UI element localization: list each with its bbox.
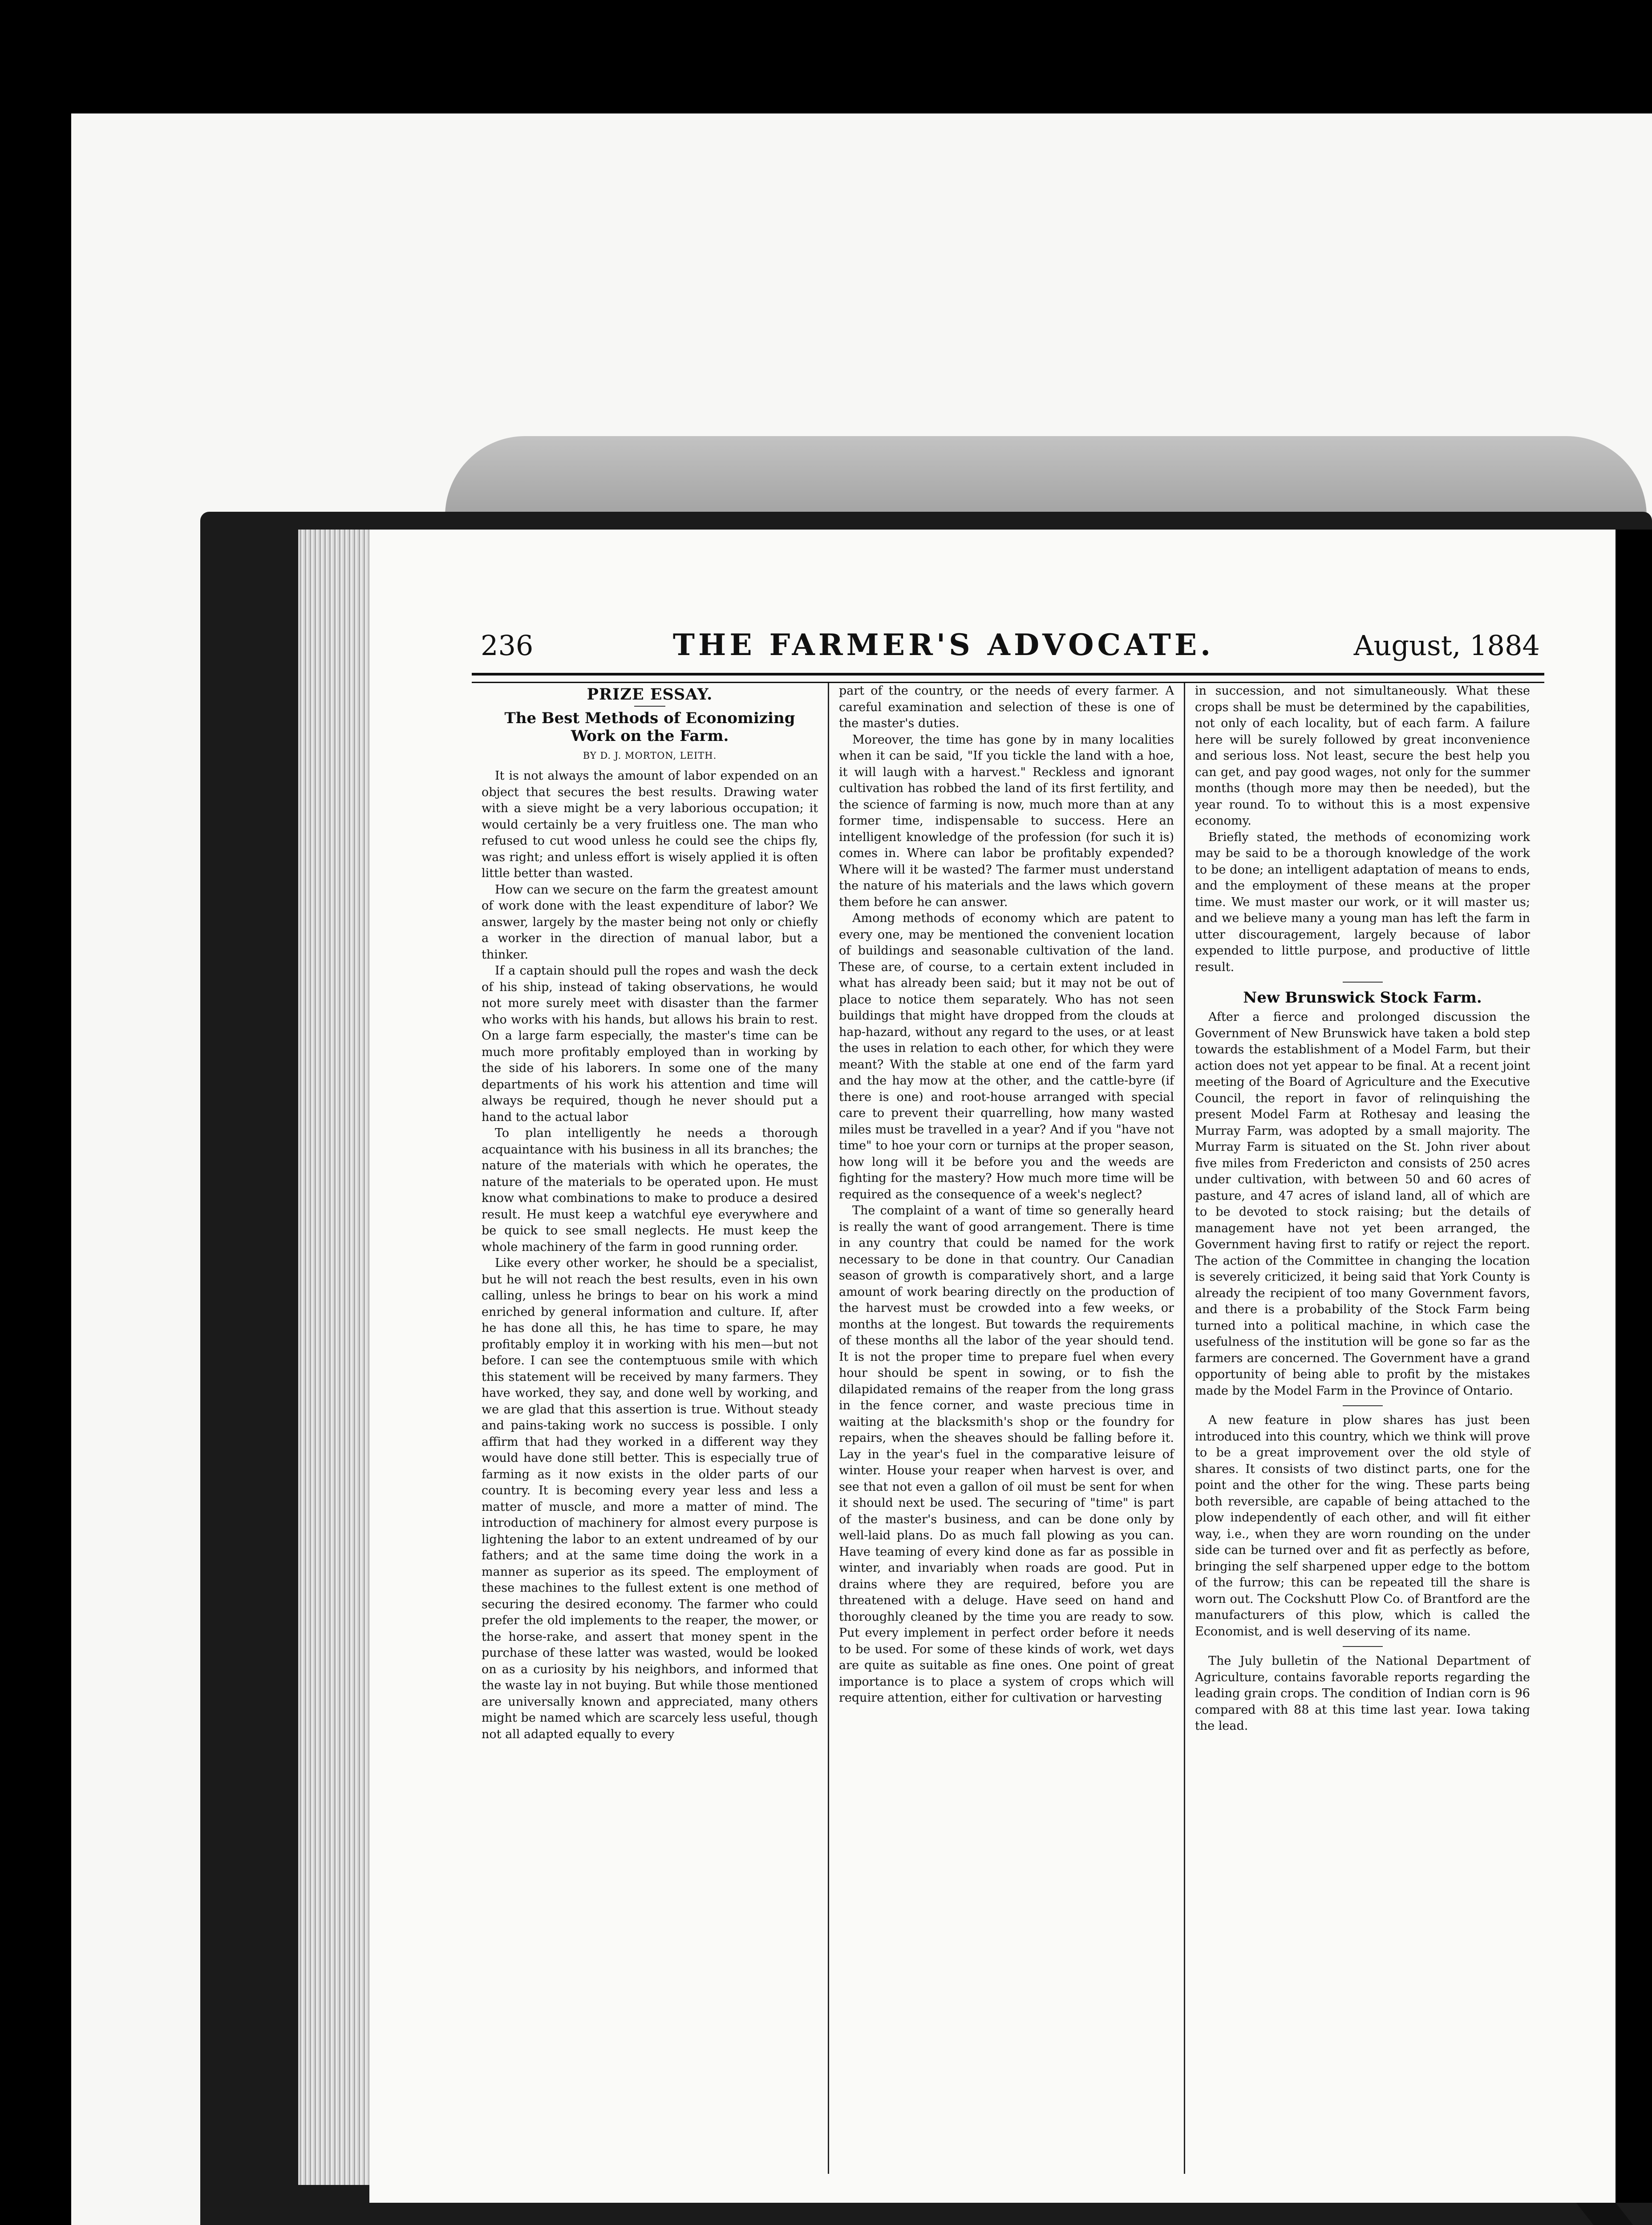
article-kicker: PRIZE ESSAY. [587, 685, 713, 704]
divider [1343, 1646, 1383, 1647]
paragraph: Like every other worker, he should be a specialist, but he will not reach the best results, even in his own calling, unless he brings to bear on his work a mind enriched by general information and culture. If, after he has done all this, he has time to spare, he may profitably employ it in working with his men—but not before. I can see the contemptuous smile with which this statement will be received by many farmers. They have worked, they say, and done well by working, and we are glad that this assertion is true. Without steady and pains-taking work no success is possible. I only affirm that had they worked in a different way they would have done still better. This is especially true of farming as it now exists in the older parts of our country. It is becoming every year less and less a matter of muscle, and more a matter of mind. The introduction of machinery for almost every purpose is lightening the labor to an extent undreamed of by our fathers; and at the same time doing the work in a manner as superior as its speed. The employment of these machines to the fullest extent is one method of securing the desired economy. The farmer who could prefer the old implements to the reaper, the mower, or the horse-rake, and assert that money spent in the purchase of these latter was wasted, would be looked on as a curiosity by his neighbors, and informed that the waste lay in not buying. But while those mentioned are universally known and appreciated, many others might be named which are scarcely less useful, though not all adapted equally to every [482, 1256, 818, 1741]
paragraph: A new feature in plow shares has just been introduced into this country, which we think will prove to be a great improvement over the old style of shares. It consists of two distinct parts, one for the point and the other for the wing. These parts being both reversible, are capable of being attached to the plow independently of each other, and will fit either way, i.e., when they are worn rounding on the under side can be turned over and fit as perfectly as before, bringing the self sharpened upper edge to the bottom of the furrow; this can be repeated till the share is worn out. The Cockshutt Plow Co. of Brantford are the manufacturers of this plow, which is called the Economist, and is well deserving of its name. [1195, 1413, 1530, 1638]
page-right-edge [1616, 530, 1652, 2203]
paper-title: THE FARMER'S ADVOCATE. [672, 627, 1215, 662]
paragraph: in succession, and not simultaneously. What these crops shall be must be determined by the capabilities, not only of each locality, but of each farm. A failure here will be surely followed by great inconvenience and serious loss. Not least, secure the best help you can get, and pay good wages, not only for the summer months (though more may then be needed), but the year round. To to without this is a most expensive economy. [1195, 684, 1530, 828]
paragraph: Among methods of economy which are patent to every one, may be mentioned the convenient location of buildings and seasonable cultivation of the land. These are, of course, to a certain extent included in what has already been said; but it may not be out of place to notice them separately. Who has not seen buildings that might have dropped from the clouds at hap-hazard, without any regard to the uses, or at least the uses in relation to each other, for which they were meant? With the stable at one end of the farm yard and the hay mow at the other, and the cattle-byre (if there is one) and root-house arranged with special care to prevent their quarrelling, how many wasted miles must be travelled in a year? And if you "have not time" to hoe your corn or turnips at the proper season, how long will it be before you and the weeds are fighting for the mastery? How much more time will be required as the consequence of a week's neglect? [839, 911, 1174, 1202]
masthead-rule [472, 673, 1544, 683]
scan-top-border [0, 0, 1652, 113]
paragraph: How can we secure on the farm the greatest amount of work done with the least expenditure of labor? We answer, largely by the master being not only or chiefly a worker in the direction of manual labor, but a thinker. [482, 882, 818, 962]
paragraph: If a captain should pull the ropes and wash the deck of his ship, instead of taking observations, he would not more surely meet with disaster than the farmer who works with his hands, but allows his brain to rest. On a large farm especially, the master's time can be much more profitably employed than in working by the side of his laborers. In some one of the many departments of his work his attention and time will always be required, though he never should put a hand to the actual labor [482, 964, 818, 1124]
column-2 [828, 683, 1184, 2174]
article-headline: The Best Methods of Economizing Work on the Farm. [504, 709, 795, 745]
divider [1343, 1405, 1383, 1406]
issue-date: August, 1884 [1353, 629, 1540, 662]
paragraph: After a fierce and prolonged discussion the Government of New Brunswick have taken a bold step towards the establishment of a Model Farm, but their action does not yet appear to be final. At a recent joint meeting of the Board of Agriculture and the Executive Council, the report in favor of relinquishing the present Model Farm at Rothesay and leasing the Murray Farm, was adopted by a small majority. The Murray Farm is situated on the St. John river about five miles from Fredericton and consists of 250 acres under cultivation, with between 50 and 60 acres of pasture, and 47 acres of island land, all of which are to be devoted to stock raising; but the details of management have not yet been arranged, the Government having first to ratify or reject the report. The action of the Committee in changing the location is severely criticized, it being said that York County is already the recipient of too many Government favors, and there is a probability of the Stock Farm being turned into a political machine, in which case the usefulness of the institution will be gone so far as the farmers are concerned. The Government have a grand opportunity of being able to profit by the mistakes made by the Model Farm in the Province of Ontario. [1195, 1010, 1530, 1398]
columns [472, 683, 1544, 2174]
paragraph: It is not always the amount of labor expended on an object that secures the best results. Drawing water with a sieve might be a very laborious occupation; it would certainly be a very fruitless one. The man who refused to cut wood unless he could see the chips fly, was right; and unless effort is wisely applied it is often little better than wasted. [482, 769, 818, 880]
article-byline: BY D. J. MORTON, LEITH. [583, 750, 717, 761]
divider [634, 706, 665, 707]
page-edges [298, 530, 369, 2185]
masthead [481, 627, 1540, 672]
paragraph: part of the country, or the needs of every farmer. A careful examination and selection of these is one of the master's duties. [839, 684, 1174, 730]
newspaper-page [369, 530, 1616, 2203]
divider [1343, 982, 1383, 983]
column-1 [472, 683, 828, 2174]
paragraph: Moreover, the time has gone by in many localities when it can be said, "If you tickle the land with a hoe, it will laugh with a harvest." Reckless and ignorant cultivation has robbed the land of its first fertility, and the science of farming is now, much more than at any former time, indispensable to success. Here an intelligent knowledge of the profession (for such it is) comes in. Where can labor be profitably expended? Where will it be wasted? The farmer must understand the nature of his materials and the laws which govern them before he can answer. [839, 732, 1174, 909]
paragraph: The July bulletin of the National Department of Agriculture, contains favorable reports regarding the leading grain crops. The condition of Indian corn is 96 compared with 88 at this time last year. Iowa taking the lead. [1195, 1654, 1530, 1733]
paragraph: Briefly stated, the methods of economizing work may be said to be a thorough knowledge of the work to be done; an intelligent adaptation of means to ends, and the employment of these means at the proper time. We must master our work, or it will master us; and we believe many a young man has left the farm in utter discouragement, largely because of labor expended to little purpose, and productive of little result. [1195, 830, 1530, 974]
paragraph: To plan intelligently he needs a thorough acquaintance with his business in all its branches; the nature of the materials with which he operates, the nature of the materials to be operated upon. He must know what combinations to make to produce a desired result. He must keep a watchful eye everywhere and be quick to see small neglects. He must keep the whole machinery of the farm in good running order. [482, 1126, 818, 1254]
article-headline: New Brunswick Stock Farm. [1243, 989, 1482, 1007]
page-number: 236 [481, 629, 534, 662]
column-3 [1184, 683, 1540, 2174]
paragraph: The complaint of a want of time so generally heard is really the want of good arrangement. There is time in any country that could be named for the work necessary to be done in that country. Our Canadian season of growth is comparatively short, and a large amount of work bearing directly on the production of the harvest must be crowded into a few weeks, or months at the longest. But towards the requirements of these months all the labor of the year should tend. It is not the proper time to prepare fuel when every hour should be spent in sowing, or to fish the dilapidated remains of the reaper from the long grass in the fence corner, and waste precious time in waiting at the blacksmith's shop or the foundry for repairs, when the sheaves should be falling before it. Lay in the year's fuel in the comparative leisure of winter. House your reaper when harvest is over, and see that not even a gallon of oil must be sent for when it should next be used. The securing of "time" is part of the master's business, and can be done only by well-laid plans. Do as much fall plowing as you can. Have teaming of every kind done as far as possible in winter, and invariably when roads are good. Put in drains where they are required, before you are threatened with a deluge. Have seed on hand and thoroughly cleaned by the time you are ready to sow. Put every implement in perfect order before it needs to be used. For some of these kinds of work, wet days are quite as suitable as fine ones. One point of great importance is to place a system of crops which will require attention, either for cultivation or harvesting [839, 1204, 1174, 1705]
